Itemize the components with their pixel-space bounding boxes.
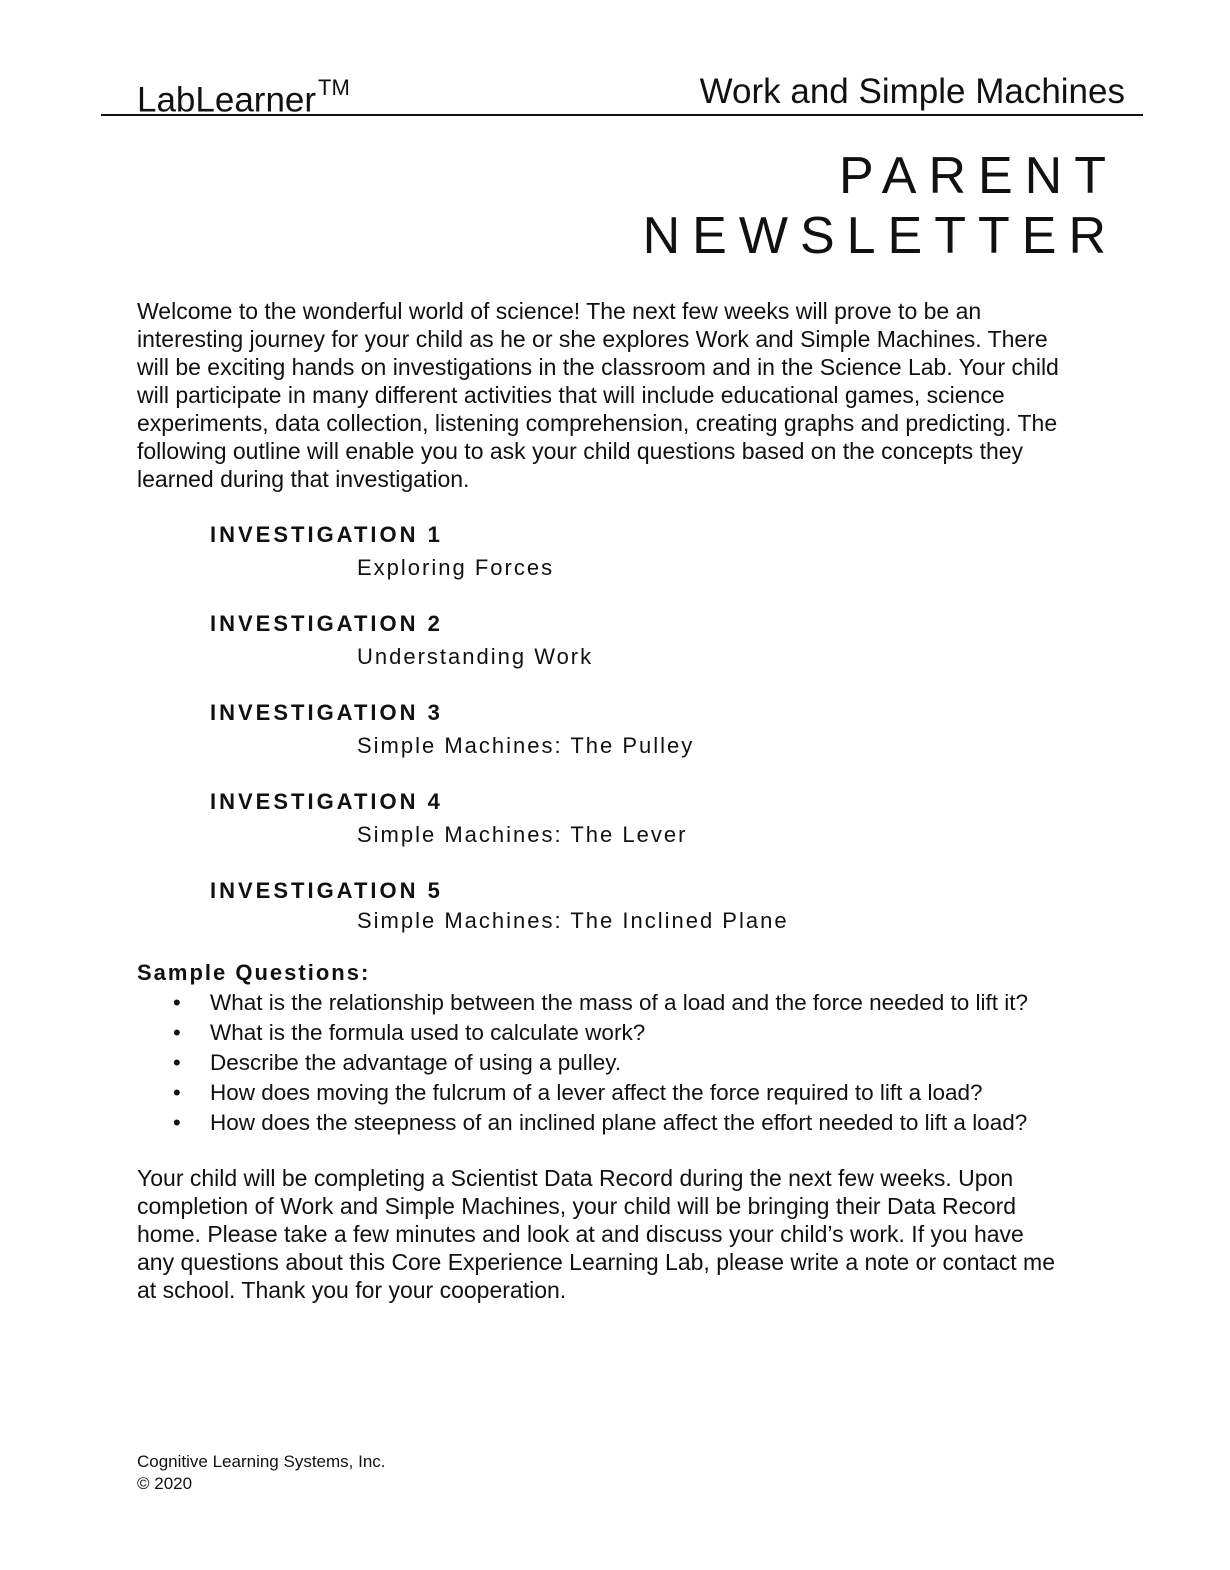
page-header (101, 62, 1143, 120)
investigation-item (210, 697, 1110, 786)
investigation-list (210, 519, 1110, 964)
investigation-title: INVESTIGATION 5 (210, 878, 443, 903)
newsletter-title (643, 146, 1118, 266)
investigation-topic: Simple Machines: The Lever (357, 822, 688, 847)
title-line-2: NEWSLETTER (642, 207, 1118, 265)
investigation-topic: Understanding Work (357, 644, 594, 669)
title-line-1: PARENT (838, 147, 1118, 205)
company-name: Cognitive Learning Systems, Inc. (137, 1452, 386, 1471)
investigation-topic: Simple Machines: The Inclined Plane (357, 908, 789, 933)
question-text: What is the formula used to calculate work? (210, 1020, 646, 1045)
investigation-item (210, 786, 1110, 875)
question-text: What is the relationship between the mass of a load and the force needed to lift it? (210, 990, 1028, 1015)
bullet-icon: • (173, 1050, 181, 1075)
bullet-icon: • (173, 1110, 181, 1135)
investigation-topic: Simple Machines: The Pulley (357, 733, 695, 758)
question-text: How does the steepness of an inclined plane affect the effort needed to lift a load? (210, 1110, 1028, 1135)
sample-questions-list (137, 988, 1137, 1138)
intro-paragraph: Welcome to the wonderful world of science! The next few weeks will prove to be an interesting journey for your child as he or she explores Work and Simple Machines. There will be exciting hands on investigations in the classroom and in the Science Lab. Your child will participate in many different activities that will include educational games, science experiments, data collection, listening comprehension, creating graphs and predicting. The following outline will enable you to ask your child questions based on the concepts they learned during that investigation. (137, 298, 1059, 492)
brand-name (137, 72, 350, 121)
list-item (137, 1018, 1137, 1048)
list-item (137, 1048, 1137, 1078)
sample-questions-heading: Sample Questions: (137, 960, 371, 985)
list-item (137, 1078, 1137, 1108)
copyright-notice: © 2020 (137, 1474, 193, 1493)
investigation-title: INVESTIGATION 3 (210, 700, 443, 725)
bullet-icon: • (173, 1020, 181, 1045)
investigation-title: INVESTIGATION 4 (210, 789, 443, 814)
investigation-title: INVESTIGATION 2 (210, 611, 443, 636)
list-item (137, 1108, 1137, 1138)
investigation-item (210, 875, 1110, 964)
unit-title: Work and Simple Machines (699, 72, 1125, 111)
investigation-title: INVESTIGATION 1 (210, 522, 443, 547)
list-item (137, 988, 1137, 1018)
investigation-topic: Exploring Forces (357, 555, 555, 580)
investigation-item (210, 608, 1110, 697)
brand-text: LabLearner (137, 80, 317, 120)
page-footer (137, 1451, 386, 1495)
question-text: Describe the advantage of using a pulley. (210, 1050, 622, 1075)
question-text: How does moving the fulcrum of a lever affect the force required to lift a load? (210, 1080, 983, 1105)
bullet-icon: • (173, 990, 181, 1015)
investigation-item (210, 519, 1110, 608)
bullet-icon: • (173, 1080, 181, 1105)
closing-paragraph: Your child will be completing a Scientist Data Record during the next few weeks. Upon completion of Work and Simple Machines, your child will be bringing their Data Record home. Please take a few minutes and look at and discuss your child’s work. If you have any questions about this Core Experience Learning Lab, please write a note or contact me at school. Thank you for your cooperation. (137, 1165, 1056, 1303)
trademark-mark: TM (318, 75, 350, 100)
